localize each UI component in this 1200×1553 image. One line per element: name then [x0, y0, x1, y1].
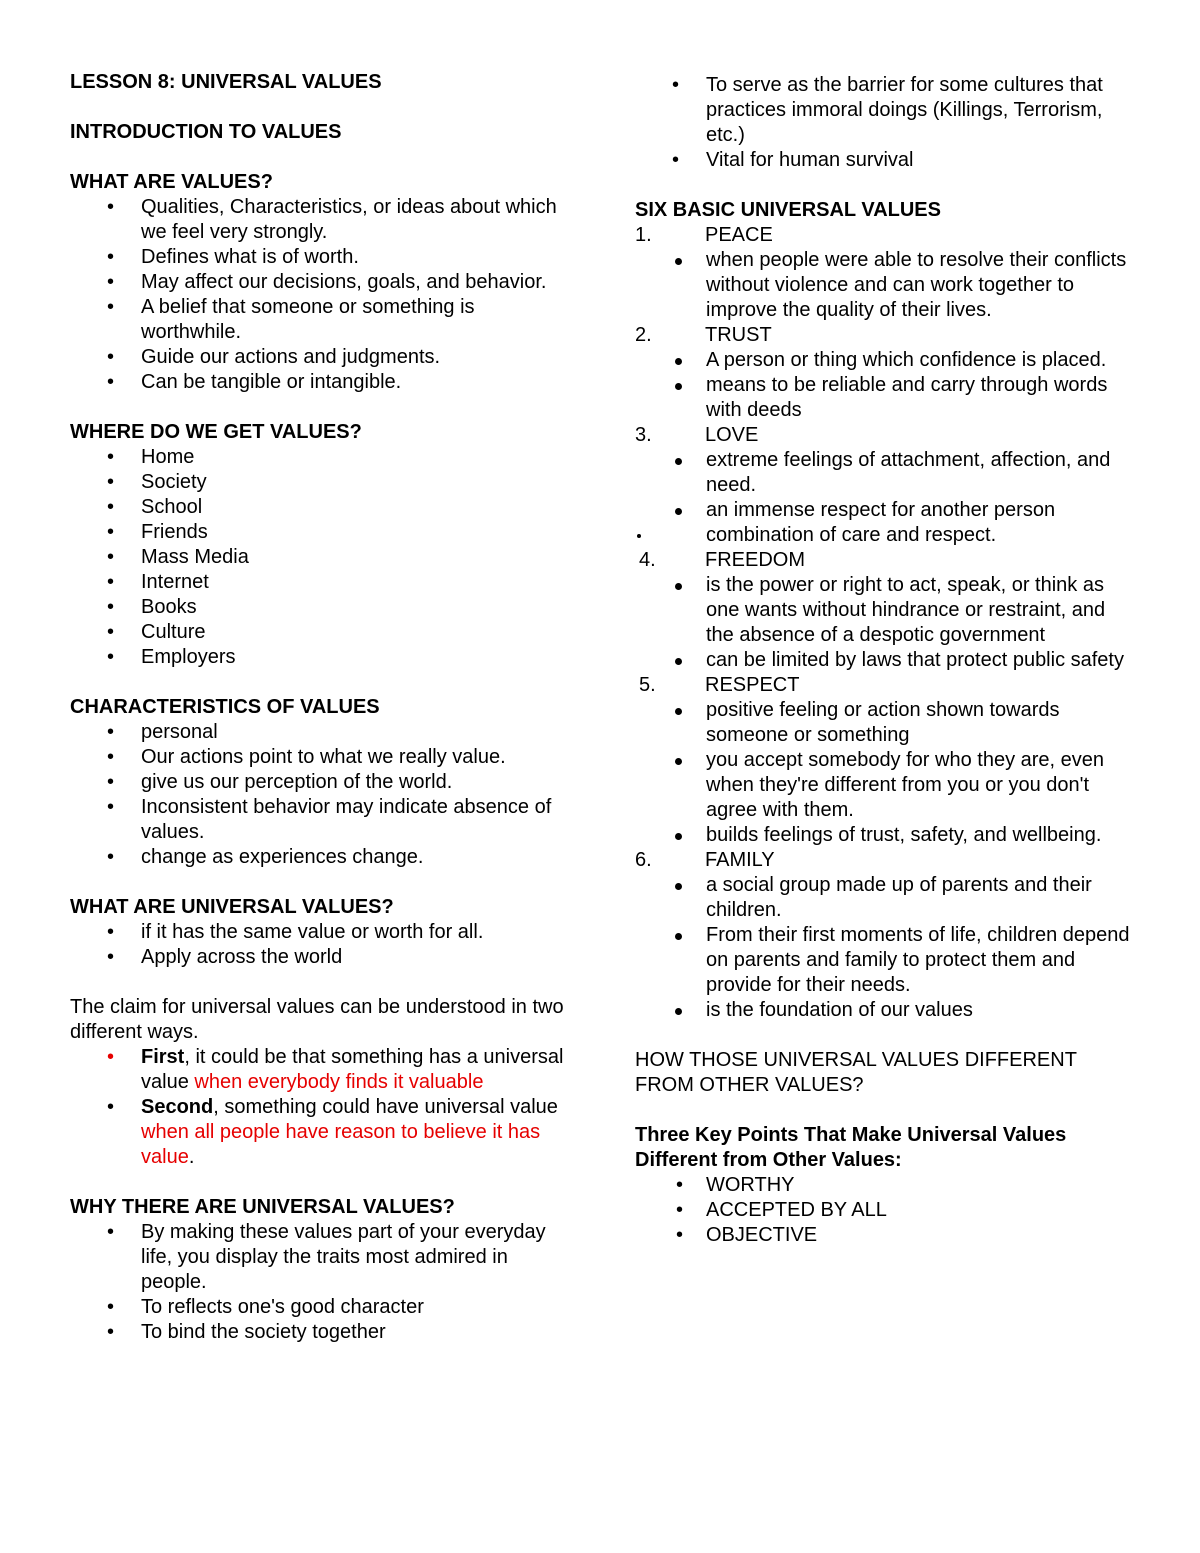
value-number: 3. — [635, 424, 652, 446]
claim-second-item — [70, 1095, 570, 1170]
list-item: an immense respect for another person — [635, 498, 1135, 523]
claim-paragraph: The claim for universal values can be understood in two different ways. — [70, 996, 564, 1043]
list-item: a social group made up of parents and their children. — [635, 873, 1135, 923]
list-item: From their first moments of life, children depend on parents and family to protect them and provide for their needs. — [635, 923, 1135, 998]
claim-second-label: Second — [141, 1096, 214, 1118]
list-item: • School — [70, 495, 570, 520]
intro-title: INTRODUCTION TO VALUES — [70, 121, 342, 143]
characteristics-list — [70, 720, 570, 870]
trust-points — [635, 348, 1135, 423]
list-item: • Vital for human survival — [635, 148, 1135, 173]
list-item: extreme feelings of attachment, affection, and need. — [635, 448, 1135, 498]
where-values-list — [70, 445, 570, 670]
why-universal-heading: WHY THERE ARE UNIVERSAL VALUES? — [70, 1196, 455, 1218]
claim-second-end: . — [188, 1146, 195, 1168]
how-different-heading: HOW THOSE UNIVERSAL VALUES DIFFERENT FROM OTHER VALUES? — [635, 1049, 1077, 1096]
value-number: 1. — [635, 224, 652, 246]
list-item: • WORTHY — [635, 1173, 1135, 1198]
claim-second-highlight: when all people have reason to believe it has value — [141, 1121, 541, 1168]
list-item: • Culture — [70, 620, 570, 645]
list-item: • ACCEPTED BY ALL — [635, 1198, 1135, 1223]
claim-first-text: , it could be that something has a universal value — [141, 1046, 564, 1093]
lesson-title: LESSON 8: UNIVERSAL VALUES — [70, 71, 382, 93]
value-trust — [635, 323, 1135, 348]
list-item: • Defines what is of worth. — [70, 245, 570, 270]
right-column — [635, 73, 1135, 1248]
list-item: • To serve as the barrier for some cultures that practices immoral doings (Killings, Terrorism, etc.) — [635, 73, 1135, 148]
list-item: builds feelings of trust, safety, and wellbeing. — [635, 823, 1135, 848]
list-item: • OBJECTIVE — [635, 1223, 1135, 1248]
list-item: • Home — [70, 445, 570, 470]
universal-values-list — [70, 920, 570, 970]
value-number: 2. — [635, 324, 652, 346]
value-name: LOVE — [705, 424, 759, 446]
value-name: TRUST — [705, 324, 772, 346]
list-item: positive feeling or action shown towards someone or something — [635, 698, 1135, 748]
list-item: • Books — [70, 595, 570, 620]
list-item: • To bind the society together — [70, 1320, 570, 1345]
why-universal-list — [70, 1220, 570, 1345]
list-item: • Mass Media — [70, 545, 570, 570]
three-key-heading: Three Key Points That Make Universal Values Different from Other Values: — [635, 1124, 1067, 1171]
list-item: is the foundation of our values — [635, 998, 1135, 1023]
list-item: can be limited by laws that protect public safety — [635, 648, 1135, 673]
list-item: • change as experiences change. — [70, 845, 570, 870]
list-item: • personal — [70, 720, 570, 745]
list-item: A person or thing which confidence is placed. — [635, 348, 1135, 373]
list-item: • To reflects one's good character — [70, 1295, 570, 1320]
claim-list — [70, 1045, 570, 1170]
list-item: • Qualities, Characteristics, or ideas about which we feel very strongly. — [70, 195, 570, 245]
universal-values-heading: WHAT ARE UNIVERSAL VALUES? — [70, 896, 394, 918]
claim-first-label: First — [141, 1046, 185, 1068]
list-item: • give us our perception of the world. — [70, 770, 570, 795]
list-item: • By making these values part of your everyday life, you display the traits most admired in people. — [70, 1220, 570, 1295]
value-name: PEACE — [705, 224, 773, 246]
peace-points — [635, 248, 1135, 323]
family-points — [635, 873, 1135, 1023]
list-item: means to be reliable and carry through words with deeds — [635, 373, 1135, 423]
six-basic-heading: SIX BASIC UNIVERSAL VALUES — [635, 199, 941, 221]
what-are-values-heading: WHAT ARE VALUES? — [70, 171, 273, 193]
list-item: you accept somebody for who they are, even when they're different from you or you don't agree with them. — [635, 748, 1135, 823]
list-item: combination of care and respect. — [635, 523, 1135, 548]
list-item: • May affect our decisions, goals, and behavior. — [70, 270, 570, 295]
where-values-heading: WHERE DO WE GET VALUES? — [70, 421, 362, 443]
list-item: when people were able to resolve their conflicts without violence and can work together to improve the quality of their lives. — [635, 248, 1135, 323]
value-number: 5. — [639, 674, 656, 696]
list-item: • Our actions point to what we really value. — [70, 745, 570, 770]
value-number: 6. — [635, 849, 652, 871]
characteristics-heading: CHARACTERISTICS OF VALUES — [70, 696, 380, 718]
value-name: FREEDOM — [705, 549, 805, 571]
list-item: • Apply across the world — [70, 945, 570, 970]
list-item: • Internet — [70, 570, 570, 595]
list-item: • if it has the same value or worth for all. — [70, 920, 570, 945]
claim-first-highlight: when everybody finds it valuable — [194, 1071, 484, 1093]
value-freedom — [635, 548, 1135, 573]
value-name: FAMILY — [705, 849, 775, 871]
left-column — [70, 70, 570, 1345]
list-item: • A belief that someone or something is worthwhile. — [70, 295, 570, 345]
love-points — [635, 448, 1135, 548]
claim-second-text: , something could have universal value — [213, 1096, 558, 1118]
what-are-values-list — [70, 195, 570, 395]
why-universal-continued-list — [635, 73, 1135, 173]
list-item: is the power or right to act, speak, or think as one wants without hindrance or restraint, and the absence of a despotic government — [635, 573, 1135, 648]
value-name: RESPECT — [705, 674, 800, 696]
three-key-list — [635, 1173, 1135, 1248]
list-item: • Society — [70, 470, 570, 495]
list-item: • Can be tangible or intangible. — [70, 370, 570, 395]
claim-first-item — [70, 1045, 570, 1095]
value-number: 4. — [639, 549, 656, 571]
value-love — [635, 423, 1135, 448]
value-family — [635, 848, 1135, 873]
list-item: • Guide our actions and judgments. — [70, 345, 570, 370]
list-item: • Employers — [70, 645, 570, 670]
value-respect — [635, 673, 1135, 698]
value-peace — [635, 223, 1135, 248]
freedom-points — [635, 573, 1135, 673]
list-item: • Friends — [70, 520, 570, 545]
list-item: • Inconsistent behavior may indicate absence of values. — [70, 795, 570, 845]
respect-points — [635, 698, 1135, 848]
